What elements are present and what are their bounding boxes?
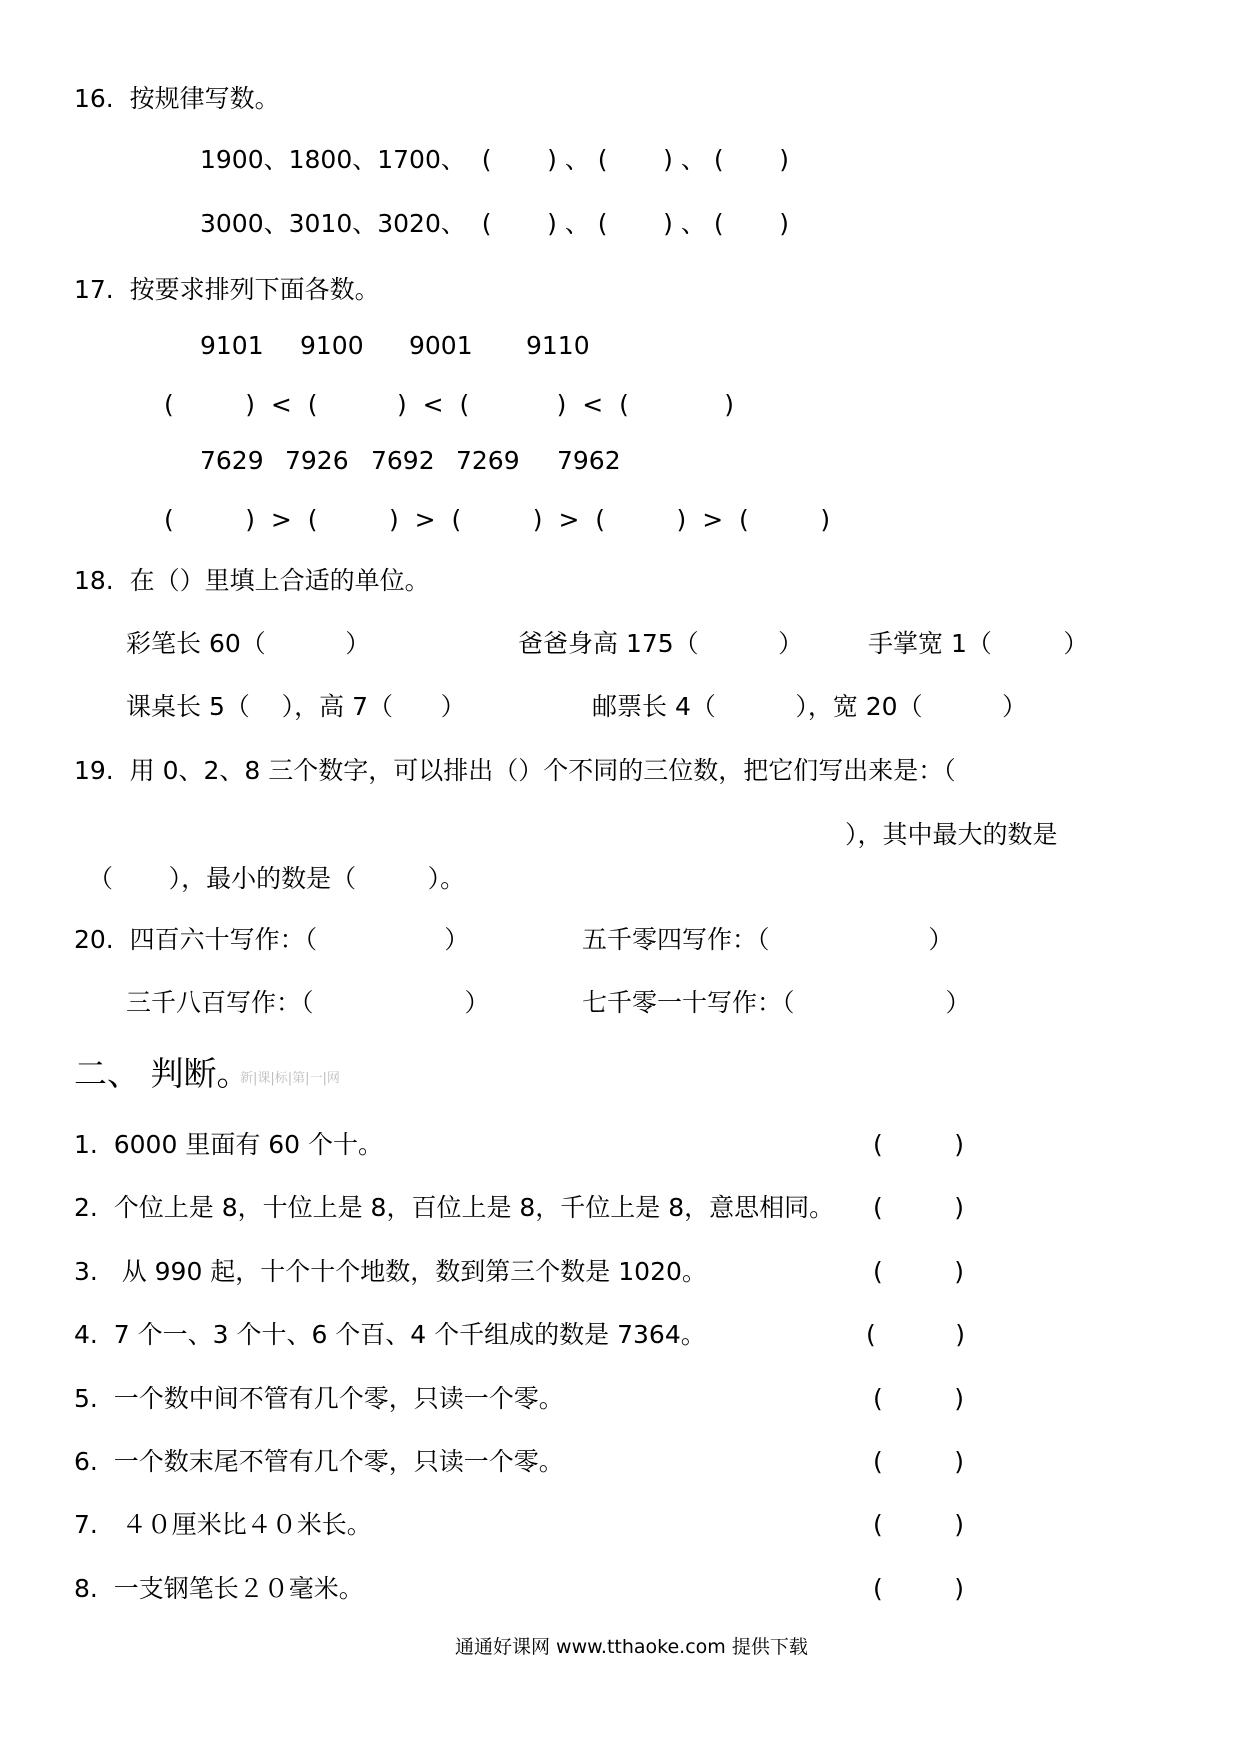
judgment-paren: ( ): [873, 1193, 965, 1222]
q20-item: 20. 四百六十写作：（ ）: [74, 925, 470, 954]
judgment-item: 6. 一个数末尾不管有几个零，只读一个零。: [74, 1447, 564, 1476]
q17-number: 7962: [557, 446, 621, 475]
judgment-item: 5. 一个数中间不管有几个零，只读一个零。: [74, 1384, 564, 1413]
judgment-paren: ( ): [873, 1447, 965, 1476]
judgment-item: 1. 6000 里面有 60 个十。: [74, 1130, 384, 1159]
q18-item: 爸爸身高 175（ ）: [518, 629, 804, 658]
q18-title: 18. 在（）里填上合适的单位。: [74, 566, 430, 595]
q17-number: 7692: [371, 446, 435, 475]
q19-line-2: ），其中最大的数是: [845, 820, 1058, 849]
q17-order-blanks-2: ( ) > ( ) > ( ) > ( ) > ( ): [164, 505, 831, 534]
q17-order-blanks-1: ( ) < ( ) < ( ) < ( ): [164, 390, 734, 419]
q20-item: 三千八百写作：（ ）: [126, 988, 490, 1017]
judgment-item: 8. 一支钢笔长２０毫米。: [74, 1574, 364, 1603]
q17-number: 9100: [300, 331, 364, 360]
judgment-paren: ( ): [873, 1510, 965, 1539]
judgment-paren: ( ): [873, 1384, 965, 1413]
q18-item: 邮票长 4（ ），宽 20（ ）: [592, 692, 1028, 721]
q19-line-3: （ ），最小的数是（ ）。: [88, 864, 466, 893]
q16-sequence-1: 1900、1800、1700、 ( ) 、 ( ) 、 ( ): [200, 145, 789, 174]
q17-number: 9101: [200, 331, 264, 360]
q19-line-1: 19. 用 0、2、8 三个数字，可以排出（）个不同的三位数，把它们写出来是：（: [74, 756, 956, 785]
judgment-paren: ( ): [866, 1320, 965, 1349]
q17-number: 7926: [285, 446, 349, 475]
q20-item: 五千零四写作：（ ）: [582, 925, 954, 954]
judgment-item: 7. ４０厘米比４０米长。: [74, 1510, 372, 1539]
q18-item: 彩笔长 60（ ）: [126, 629, 371, 658]
judgment-paren: ( ): [873, 1130, 965, 1159]
q17-number: 7269: [456, 446, 520, 475]
q16-sequence-2: 3000、3010、3020、 ( ) 、 ( ) 、 ( ): [200, 209, 789, 238]
judgment-item: 4. 7 个一、3 个十、6 个百、4 个千组成的数是 7364。: [74, 1320, 706, 1349]
q18-item: 手掌宽 1（ ）: [868, 629, 1089, 658]
footer-credit: 通通好课网 www.tthaoke.com 提供下载: [455, 1636, 808, 1658]
section-heading: 二、 判断。: [74, 1054, 250, 1093]
watermark: 新|课|标|第|一|网: [240, 1071, 340, 1086]
judgment-paren: ( ): [873, 1574, 965, 1603]
judgment-item: 2. 个位上是 8，十位上是 8，百位上是 8，千位上是 8，意思相同。: [74, 1193, 835, 1222]
q18-item: 课桌长 5（ ），高 7（ ）: [126, 692, 466, 721]
q20-item: 七千零一十写作：（ ）: [582, 988, 971, 1017]
q16-title: 16. 按规律写数。: [74, 84, 280, 113]
q17-number: 7629: [200, 446, 264, 475]
judgment-paren: ( ): [873, 1257, 965, 1286]
q17-number: 9110: [526, 331, 590, 360]
judgment-item: 3. 从 990 起，十个十个地数，数到第三个数是 1020。: [74, 1257, 707, 1286]
q17-title: 17. 按要求排列下面各数。: [74, 275, 380, 304]
q17-number: 9001: [409, 331, 473, 360]
